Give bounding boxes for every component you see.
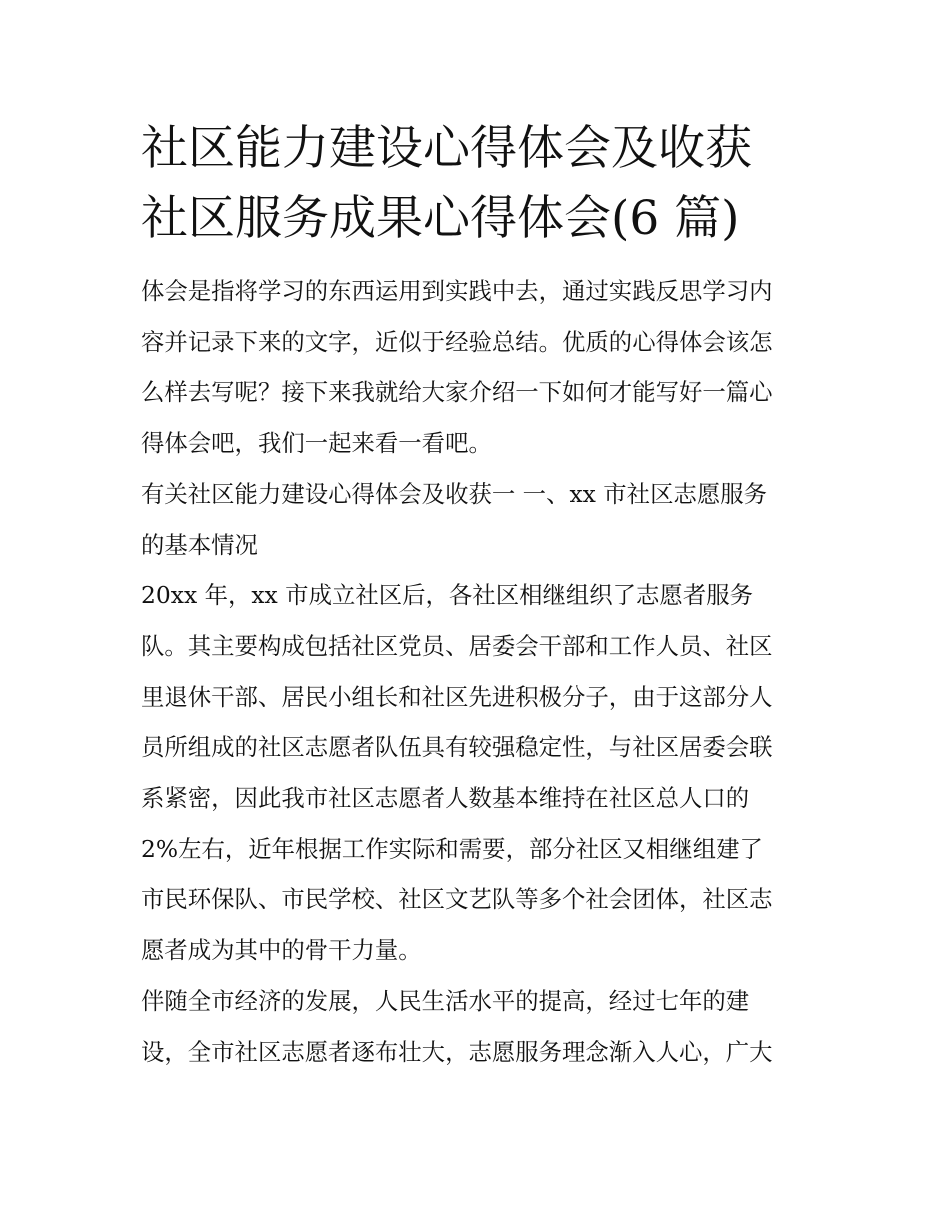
body-line: 容并记录下来的文字，近似于经验总结。优质的心得体会该怎 [141,327,773,356]
body-line: 20xx 年，xx 市成立社区后，各社区相继组织了志愿者服务 [141,581,753,610]
body-line: 2%左右，近年根据工作实际和需要，部分社区又相继组建了 [141,834,763,863]
title-line-1: 社区能力建设心得体会及收获 [141,121,752,176]
body-line: 设，全市社区志愿者逐布壮大，志愿服务理念渐入人心，广大 [141,1037,773,1066]
body-line: 系紧密，因此我市社区志愿者人数基本维持在社区总人口的 [141,784,750,813]
body-line: 队。其主要构成包括社区党员、居委会干部和工作人员、社区 [141,631,773,660]
body-line: 体会是指将学习的东西运用到实践中去，通过实践反思学习内 [141,277,773,305]
title-line-2: 社区服务成果心得体会(6 篇) [141,191,740,246]
body-line: 的基本情况 [141,530,258,559]
document-content [141,114,813,1077]
document-title [141,114,813,254]
body-line: 员所组成的社区志愿者队伍具有较强稳定性，与社区居委会联 [141,733,773,762]
body-line: 得体会吧，我们一起来看一看吧。 [141,429,492,458]
body-line: 市民环保队、市民学校、社区文艺队等多个社会团体，社区志 [141,885,773,914]
body-line: 么样去写呢？接下来我就给大家介绍一下如何才能写好一篇心 [141,378,773,407]
body-line: 伴随全市经济的发展，人民生活水平的提高，经过七年的建 [141,986,750,1015]
body-line: 有关社区能力建设心得体会及收获一 一、xx 市社区志愿服务 [141,479,768,508]
body-line: 里退休干部、居民小组长和社区先进积极分子，由于这部分人 [141,682,773,711]
body-line: 愿者成为其中的骨干力量。 [141,936,422,965]
document-body [141,266,813,1077]
